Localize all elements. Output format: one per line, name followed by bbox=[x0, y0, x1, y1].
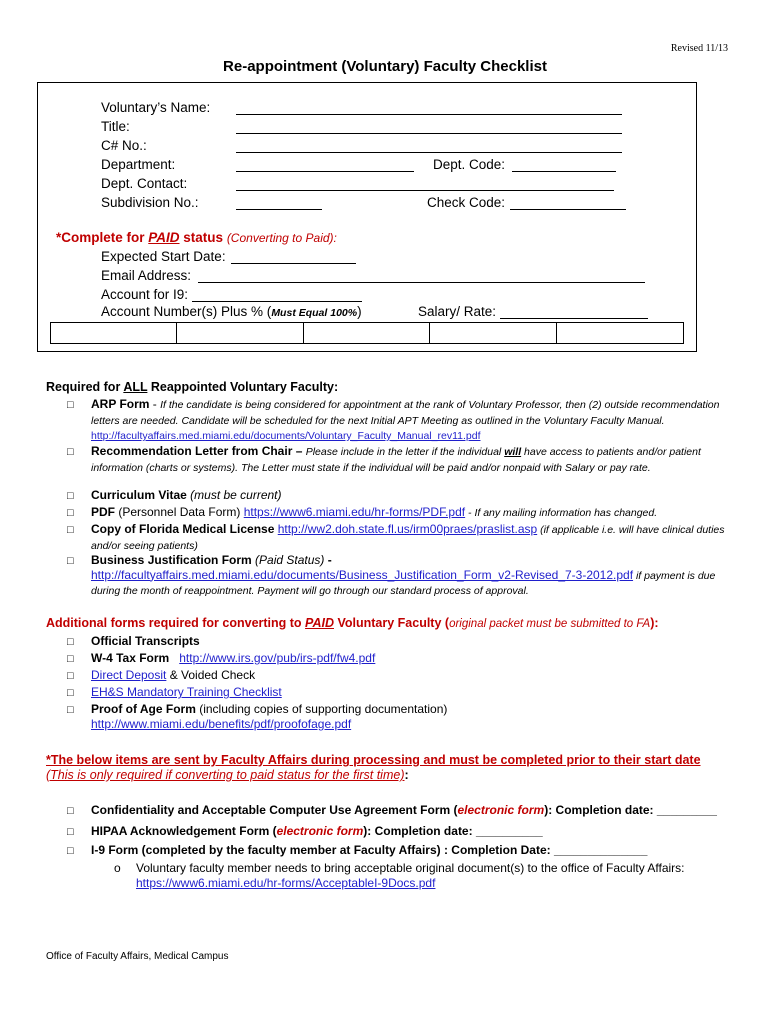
checklist-item-i9: □ I-9 Form (completed by the faculty member at Faculty Affairs) : Completion Date: ______________ bbox=[67, 843, 648, 857]
checkbox-icon[interactable]: □ bbox=[67, 670, 74, 682]
checklist-item-hipaa: □ HIPAA Acknowledgement Form (electronic form): Completion date: __________ bbox=[67, 824, 543, 838]
proof-of-age-link[interactable]: http://www.miami.edu/benefits/pdf/proofofage.pdf bbox=[91, 716, 352, 731]
checklist-item-proof-of-age: □ Proof of Age Form (including copies of supporting documentation) http://www.miami.edu/benefits/pdf/proofofage.pdf bbox=[67, 702, 448, 731]
check-code-label: Check Code: bbox=[427, 195, 506, 210]
checklist-item-cv: □ Curriculum Vitae (must be current) bbox=[67, 488, 282, 502]
title-label: Title: bbox=[101, 119, 130, 134]
checklist-item-transcripts: □ Official Transcripts bbox=[67, 634, 200, 648]
dept-code-field[interactable] bbox=[512, 159, 616, 172]
i9-sub-bullet: o Voluntary faculty member needs to bring acceptable original document(s) to the office of Faculty Affairs: https://www6.miami.edu/hr-forms/AcceptableI-9Docs.pdf bbox=[114, 861, 685, 890]
email-field[interactable] bbox=[198, 270, 645, 283]
account-cell[interactable] bbox=[557, 323, 683, 343]
checkbox-icon[interactable]: □ bbox=[67, 704, 74, 716]
dept-label: Department: bbox=[101, 157, 176, 172]
below-heading: *The below items are sent by Faculty Affairs during processing and must be completed prior to their start date bbox=[46, 753, 701, 767]
account-cell[interactable] bbox=[430, 323, 558, 343]
dept-code-label: Dept. Code: bbox=[433, 157, 506, 172]
checkbox-icon[interactable]: □ bbox=[67, 555, 74, 567]
account-cell[interactable] bbox=[177, 323, 305, 343]
account-i9-field[interactable] bbox=[192, 289, 362, 302]
subdiv-label: Subdivision No.: bbox=[101, 195, 199, 210]
account-grid bbox=[50, 322, 684, 344]
license-link[interactable]: http://ww2.doh.state.fl.us/irm00praes/praslist.asp bbox=[277, 522, 538, 536]
direct-deposit-link[interactable]: Direct Deposit bbox=[91, 668, 167, 682]
name-field[interactable] bbox=[236, 102, 622, 115]
checklist-item-arp: □ ARP Form - If the candidate is being considered for appointment at the rank of Voluntary Professor, then (2) outside recommendation letters are needed. Candidate will be scheduled for the next Initial APT Meeting as outlined in the Voluntary Faculty Manual. http://facultyaffairs.med.miami.edu/documents/Voluntary_Faculty_Manual_rev11.pdf bbox=[67, 397, 720, 442]
checklist-item-license: □ Copy of Florida Medical License http://ww2.doh.state.fl.us/irm00praes/praslist.asp (if applicable i.e. will have clinical duties and/or seeing patients) bbox=[67, 522, 725, 552]
checkbox-icon[interactable]: □ bbox=[67, 636, 74, 648]
footer: Office of Faculty Affairs, Medical Campus bbox=[46, 951, 229, 962]
checkbox-icon[interactable]: □ bbox=[67, 805, 74, 817]
dept-field[interactable] bbox=[236, 159, 414, 172]
email-label: Email Address: bbox=[101, 268, 192, 283]
checklist-item-business-justification: □ Business Justification Form (Paid Status) - http://facultyaffairs.med.miami.edu/documents/Business_Justification_Form_v2-Revised_7-3-2012.pdf if payment is due during the month of reappointment. Payment will go through our standard process of approval. bbox=[67, 553, 716, 597]
revised-date: Revised 11/13 bbox=[670, 43, 728, 54]
checklist-item-pdf: □ PDF (Personnel Data Form) https://www6.miami.edu/hr-forms/PDF.pdf - If any mailing information has changed. bbox=[67, 505, 658, 519]
contact-label: Dept. Contact: bbox=[101, 176, 188, 191]
cnum-field[interactable] bbox=[236, 140, 622, 153]
below-subheading: (This is only required if converting to paid status for the first time): bbox=[46, 768, 409, 782]
additional-heading: Additional forms required for converting to PAID Voluntary Faculty (original packet must be submitted to FA): bbox=[46, 616, 659, 630]
cnum-label: C# No.: bbox=[101, 138, 147, 153]
checkbox-icon[interactable]: □ bbox=[67, 524, 74, 536]
checkbox-icon[interactable]: □ bbox=[67, 845, 74, 857]
checklist-item-w4: □ W-4 Tax Form http://www.irs.gov/pub/irs-pdf/fw4.pdf bbox=[67, 651, 376, 665]
start-date-label: Expected Start Date: bbox=[101, 249, 226, 264]
salary-field[interactable] bbox=[500, 306, 648, 319]
account-cell[interactable] bbox=[304, 323, 430, 343]
business-justification-link[interactable]: http://facultyaffairs.med.miami.edu/documents/Business_Justification_Form_v2-Revised_7-3-2012.pdf bbox=[91, 567, 634, 582]
salary-label: Salary/ Rate: bbox=[418, 304, 497, 319]
i9-docs-link[interactable]: https://www6.miami.edu/hr-forms/AcceptableI-9Docs.pdf bbox=[136, 875, 436, 890]
ehs-link[interactable]: EH&S Mandatory Training Checklist bbox=[91, 685, 282, 699]
account-numbers-label: Account Number(s) Plus % (Must Equal 100%) bbox=[101, 304, 362, 319]
account-cell[interactable] bbox=[51, 323, 177, 343]
bullet-icon: o bbox=[114, 861, 121, 875]
checklist-item-recommendation: □ Recommendation Letter from Chair – Please include in the letter if the individual will have access to patients and/or patient information (charts or systems). The Letter must state if the individual will be paid and/or nonpaid with Salary or pay rate. bbox=[67, 444, 701, 474]
checkbox-icon[interactable]: □ bbox=[67, 653, 74, 665]
page-title: Re-appointment (Voluntary) Faculty Checklist bbox=[223, 58, 547, 75]
paid-heading: *Complete for PAID status (Converting to Paid): bbox=[56, 230, 337, 245]
checkbox-icon[interactable]: □ bbox=[67, 826, 74, 838]
checklist-item-ehs bbox=[67, 685, 727, 700]
required-heading: Required for ALL Reappointed Voluntary Faculty: bbox=[46, 380, 339, 394]
arp-link[interactable]: http://facultyaffairs.med.miami.edu/documents/Voluntary_Faculty_Manual_rev11.pdf bbox=[91, 430, 481, 442]
pdf-link[interactable]: https://www6.miami.edu/hr-forms/PDF.pdf bbox=[243, 505, 466, 519]
checkbox-icon[interactable]: □ bbox=[67, 507, 74, 519]
account-i9-label: Account for I9: bbox=[101, 287, 189, 302]
checkbox-icon[interactable]: □ bbox=[67, 446, 74, 458]
checklist-item-confidentiality: □ Confidentiality and Acceptable Computer Use Agreement Form (electronic form): Completion date: _________ bbox=[67, 803, 717, 817]
name-label: Voluntary’s Name: bbox=[101, 100, 211, 115]
start-date-field[interactable] bbox=[231, 251, 356, 264]
checkbox-icon[interactable]: □ bbox=[67, 490, 74, 502]
checklist-item-direct-deposit: □ Direct Deposit & Voided Check bbox=[67, 668, 256, 682]
contact-field[interactable] bbox=[236, 178, 614, 191]
checkbox-icon[interactable]: □ bbox=[67, 687, 74, 699]
check-code-field[interactable] bbox=[510, 197, 626, 210]
checkbox-icon[interactable]: □ bbox=[67, 399, 74, 411]
w4-link[interactable]: http://www.irs.gov/pub/irs-pdf/fw4.pdf bbox=[179, 651, 376, 665]
title-field[interactable] bbox=[236, 121, 622, 134]
subdiv-field[interactable] bbox=[236, 197, 322, 210]
